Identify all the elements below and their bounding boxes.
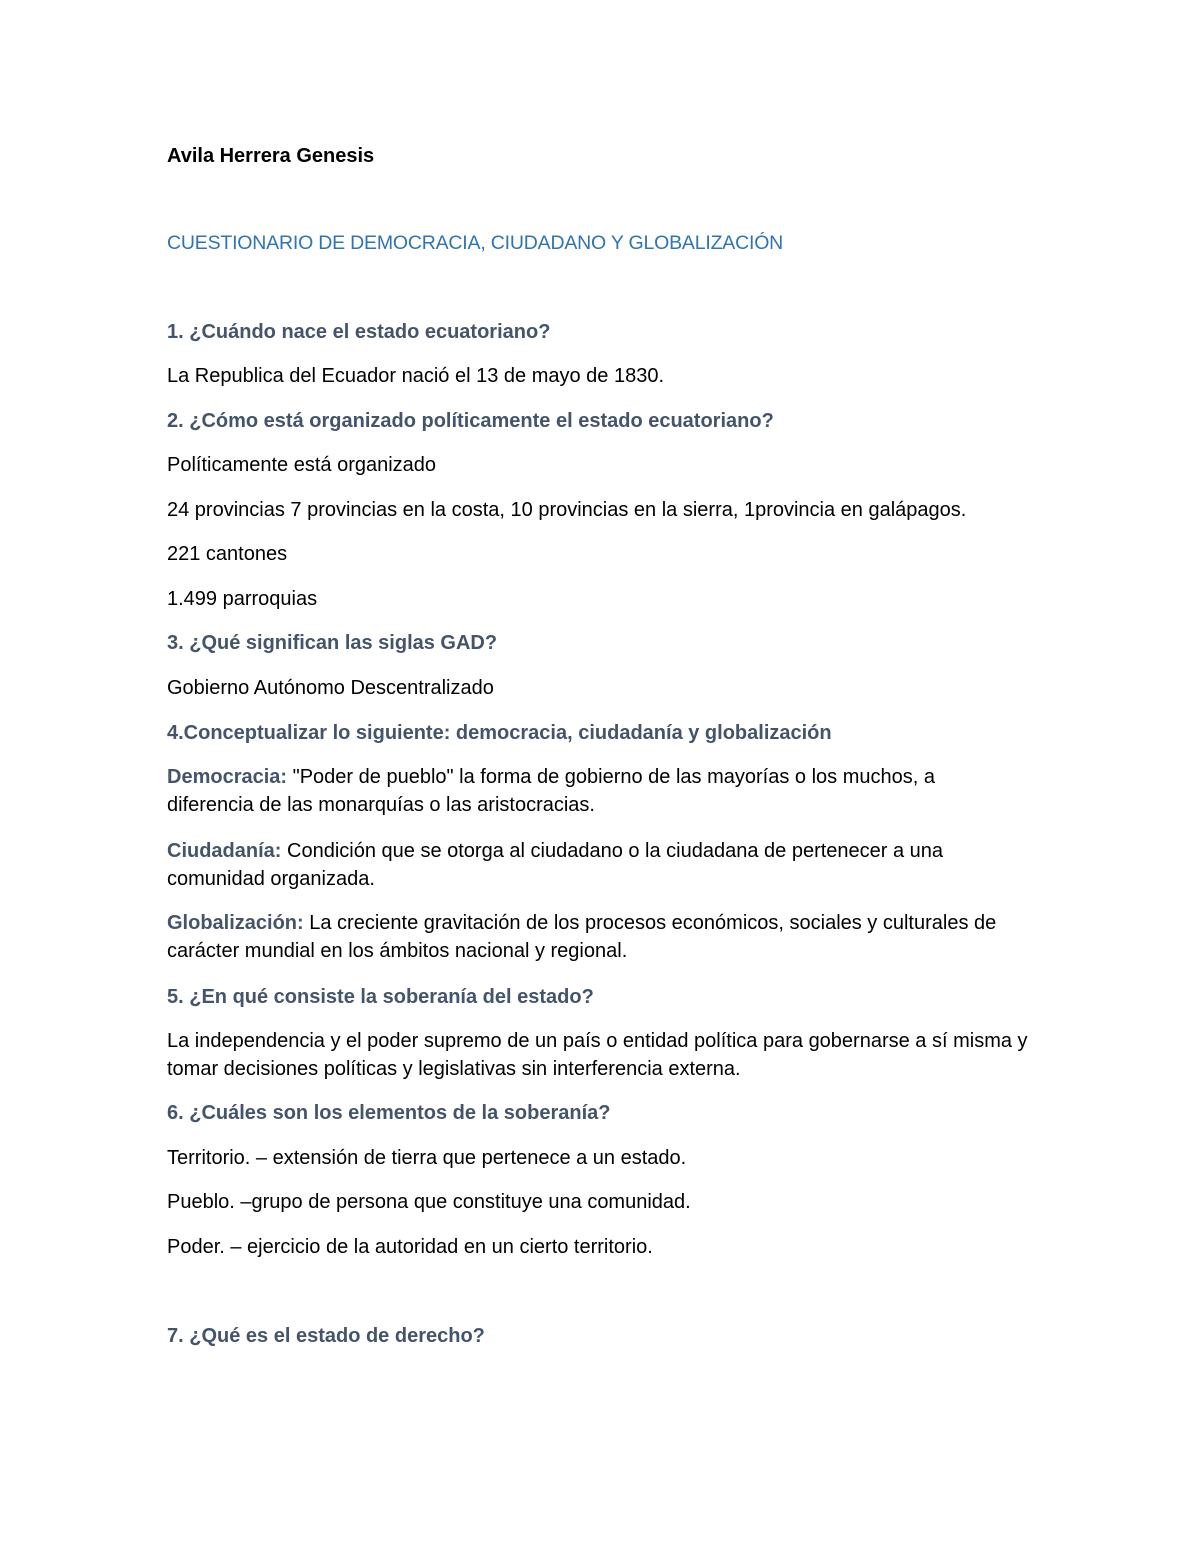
globalization-text: La creciente gravitación de los procesos económicos, sociales y culturales de carácter mundial en los ámbitos nacional y regional. — [167, 912, 997, 962]
author-name: Avila Herrera Genesis — [167, 145, 375, 167]
answer-6-people: Pueblo. –grupo de persona que constituye una comunidad. — [167, 1191, 691, 1213]
answer-6-territory: Territorio. – extensión de tierra que pertenece a un estado. — [167, 1147, 687, 1169]
question-1: 1. ¿Cuándo nace el estado ecuatoriano? — [167, 321, 551, 343]
answer-5: La independencia y el poder supremo de un país o entidad política para gobernarse a sí misma y tomar decisiones políticas y legislativas sin interferencia externa. — [167, 1030, 1028, 1080]
question-3: 3. ¿Qué significan las siglas GAD? — [167, 632, 498, 654]
answer-3: Gobierno Autónomo Descentralizado — [167, 677, 494, 699]
answer-1: La Republica del Ecuador nació el 13 de mayo de 1830. — [167, 365, 665, 387]
answer-2-cantons: 221 cantones — [167, 543, 288, 565]
question-6: 6. ¿Cuáles son los elementos de la soberanía? — [167, 1102, 611, 1124]
question-7: 7. ¿Qué es el estado de derecho? — [167, 1325, 485, 1347]
question-2: 2. ¿Cómo está organizado políticamente el estado ecuatoriano? — [167, 410, 774, 432]
answer-2-intro: Políticamente está organizado — [167, 454, 437, 476]
citizenship-text: Condición que se otorga al ciudadano o la ciudadana de pertenecer a una comunidad organizada. — [167, 840, 944, 890]
question-4: 4.Conceptualizar lo siguiente: democracia, ciudadanía y globalización — [167, 722, 832, 744]
definition-democracy — [167, 763, 1017, 819]
democracy-label: Democracia: — [167, 766, 288, 788]
document-title: CUESTIONARIO DE DEMOCRACIA, CIUDADANO Y GLOBALIZACIÓN — [167, 232, 784, 254]
citizenship-label: Ciudadanía: — [167, 840, 282, 862]
answer-6-power: Poder. – ejercicio de la autoridad en un cierto territorio. — [167, 1236, 653, 1258]
answer-2-parishes: 1.499 parroquias — [167, 588, 318, 610]
definition-citizenship — [167, 837, 1017, 893]
question-5: 5. ¿En qué consiste la soberanía del estado? — [167, 986, 594, 1008]
definition-globalization — [167, 909, 1022, 965]
globalization-label: Globalización: — [167, 912, 304, 934]
democracy-text: "Poder de pueblo" la forma de gobierno de las mayorías o los muchos, a diferencia de las monarquías o las aristocracias. — [167, 766, 935, 816]
answer-2-provinces: 24 provincias 7 provincias en la costa, 10 provincias en la sierra, 1provincia en galápagos. — [167, 499, 967, 521]
